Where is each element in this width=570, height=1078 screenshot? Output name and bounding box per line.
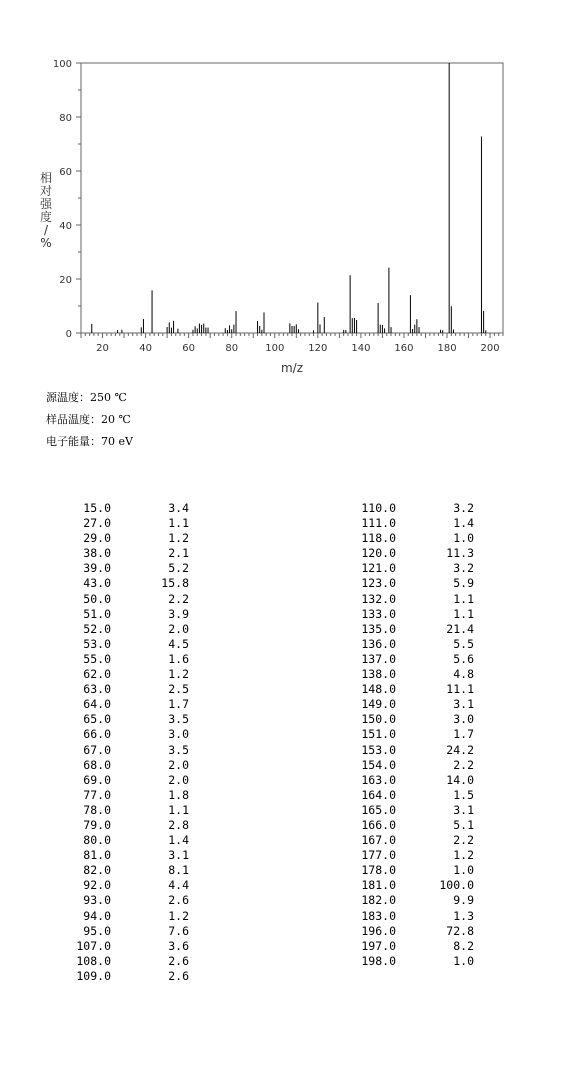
intensity-value: 1.8 — [168, 787, 189, 802]
intensity-value: 3.5 — [168, 712, 189, 727]
intensity-value: 8.2 — [453, 938, 474, 953]
peak-row — [75, 818, 189, 833]
mz-value: 197.0 — [361, 938, 396, 953]
x-tick-label: 140 — [351, 343, 371, 354]
peak-row — [75, 516, 189, 531]
mz-value: 92.0 — [83, 878, 111, 893]
mass-spectrum-chart — [0, 0, 570, 380]
peak-row — [360, 561, 474, 576]
mz-value: 66.0 — [83, 727, 111, 742]
peak-row — [75, 531, 189, 546]
peak-row — [75, 607, 189, 622]
intensity-value: 1.5 — [453, 787, 474, 802]
peak-row — [75, 546, 189, 561]
intensity-value: 5.2 — [168, 561, 189, 576]
mz-value: 154.0 — [361, 757, 396, 772]
peak-row — [360, 818, 474, 833]
mz-value: 95.0 — [83, 923, 111, 938]
mz-value: 198.0 — [361, 953, 396, 968]
intensity-value: 1.2 — [168, 908, 189, 923]
x-axis-ticks — [81, 333, 503, 354]
peak-row — [360, 758, 474, 773]
mz-value: 163.0 — [361, 772, 396, 787]
intensity-value: 1.2 — [453, 848, 474, 863]
x-tick-label: 160 — [394, 343, 414, 354]
x-tick-label: 20 — [96, 343, 109, 354]
intensity-value: 3.9 — [168, 606, 189, 621]
intensity-value: 3.5 — [168, 742, 189, 757]
peak-row — [360, 622, 474, 637]
mz-value: 151.0 — [361, 727, 396, 742]
mz-value: 138.0 — [361, 667, 396, 682]
peak-row — [360, 637, 474, 652]
x-tick-label: 40 — [139, 343, 152, 354]
mz-value: 50.0 — [83, 591, 111, 606]
peak-row — [75, 727, 189, 742]
intensity-value: 4.8 — [453, 667, 474, 682]
intensity-value: 3.1 — [453, 802, 474, 817]
mz-value: 181.0 — [361, 878, 396, 893]
mz-value: 78.0 — [83, 802, 111, 817]
intensity-value: 1.0 — [453, 953, 474, 968]
source-temperature: 源温度：250 ℃ — [46, 391, 127, 404]
intensity-value: 2.0 — [168, 772, 189, 787]
intensity-value: 2.1 — [168, 546, 189, 561]
mz-value: 52.0 — [83, 621, 111, 636]
intensity-value: 4.4 — [168, 878, 189, 893]
mz-value: 68.0 — [83, 757, 111, 772]
mz-value: 133.0 — [361, 606, 396, 621]
x-tick-label: 120 — [308, 343, 328, 354]
intensity-value: 3.6 — [168, 938, 189, 953]
intensity-value: 1.4 — [453, 516, 474, 531]
peak-row — [75, 833, 189, 848]
peak-row — [360, 954, 474, 969]
y-label-char: 对 — [39, 184, 53, 198]
y-axis-ticks — [53, 59, 81, 340]
mz-value: 108.0 — [76, 953, 111, 968]
intensity-value: 14.0 — [446, 772, 474, 787]
peak-row — [75, 561, 189, 576]
mz-value: 107.0 — [76, 938, 111, 953]
intensity-value: 2.2 — [168, 591, 189, 606]
mz-value: 167.0 — [361, 833, 396, 848]
intensity-value: 5.1 — [453, 817, 474, 832]
mz-value: 94.0 — [83, 908, 111, 923]
y-label-char: 相 — [39, 171, 53, 185]
intensity-value: 2.6 — [168, 968, 189, 983]
intensity-value: 2.5 — [168, 682, 189, 697]
peak-row — [360, 697, 474, 712]
mz-value: 77.0 — [83, 787, 111, 802]
intensity-value: 1.1 — [168, 802, 189, 817]
intensity-value: 5.6 — [453, 651, 474, 666]
intensity-value: 1.1 — [453, 606, 474, 621]
mz-value: 62.0 — [83, 667, 111, 682]
mz-value: 121.0 — [361, 561, 396, 576]
intensity-value: 2.6 — [168, 953, 189, 968]
peak-row — [360, 682, 474, 697]
peak-row — [360, 773, 474, 788]
mz-value: 15.0 — [83, 501, 111, 515]
intensity-value: 21.4 — [446, 621, 474, 636]
intensity-value: 100.0 — [439, 878, 474, 893]
peak-row — [360, 727, 474, 742]
peak-table-right — [360, 501, 474, 969]
mz-value: 164.0 — [361, 787, 396, 802]
sample-temperature: 样品温度：20 ℃ — [46, 413, 131, 426]
mz-value: 39.0 — [83, 561, 111, 576]
mz-value: 118.0 — [361, 531, 396, 546]
peak-row — [75, 758, 189, 773]
intensity-value: 3.2 — [453, 501, 474, 515]
x-tick-label: 200 — [480, 343, 500, 354]
peak-row — [75, 682, 189, 697]
peak-row — [75, 667, 189, 682]
peak-row — [75, 592, 189, 607]
y-tick-label: 20 — [59, 275, 72, 286]
peak-row — [75, 697, 189, 712]
intensity-value: 1.0 — [453, 531, 474, 546]
mz-value: 178.0 — [361, 863, 396, 878]
intensity-value: 1.4 — [168, 833, 189, 848]
intensity-value: 5.9 — [453, 576, 474, 591]
intensity-value: 2.2 — [453, 833, 474, 848]
mz-value: 135.0 — [361, 621, 396, 636]
x-tick-label: 60 — [182, 343, 196, 354]
peak-row — [360, 667, 474, 682]
intensity-value: 8.1 — [168, 863, 189, 878]
peak-row — [360, 863, 474, 878]
mz-value: 93.0 — [83, 893, 111, 908]
spectrum-bars — [92, 63, 486, 333]
peak-row — [75, 637, 189, 652]
peak-row — [75, 712, 189, 727]
y-tick-label: 100 — [52, 59, 72, 70]
peak-row — [360, 803, 474, 818]
mz-value: 120.0 — [361, 546, 396, 561]
peak-table-left — [75, 501, 189, 984]
mz-value: 55.0 — [83, 651, 111, 666]
intensity-value: 4.5 — [168, 636, 189, 651]
intensity-value: 5.5 — [453, 636, 474, 651]
y-label-char: / — [43, 223, 49, 237]
x-tick-label: 80 — [225, 343, 239, 354]
peak-row — [75, 863, 189, 878]
peak-row — [75, 622, 189, 637]
electron-energy: 电子能量：70 eV — [46, 435, 133, 448]
intensity-value: 2.8 — [168, 817, 189, 832]
mz-value: 196.0 — [361, 923, 396, 938]
mz-value: 38.0 — [83, 546, 111, 561]
peak-row — [360, 788, 474, 803]
mz-value: 111.0 — [361, 516, 396, 531]
mz-value: 53.0 — [83, 636, 111, 651]
y-tick-label: 40 — [59, 221, 72, 232]
mz-value: 165.0 — [361, 802, 396, 817]
x-axis-label: m/z — [280, 361, 304, 375]
peak-row — [360, 712, 474, 727]
mz-value: 69.0 — [83, 772, 111, 787]
y-tick-label: 0 — [65, 329, 72, 340]
peak-row — [75, 803, 189, 818]
peak-row — [75, 848, 189, 863]
mz-value: 79.0 — [83, 817, 111, 832]
peak-row — [75, 501, 189, 516]
mz-value: 81.0 — [83, 848, 111, 863]
mz-value: 137.0 — [361, 651, 396, 666]
peak-row — [360, 743, 474, 758]
intensity-value: 1.1 — [168, 516, 189, 531]
peak-row — [75, 909, 189, 924]
intensity-value: 1.0 — [453, 863, 474, 878]
peak-row — [360, 848, 474, 863]
intensity-value: 3.2 — [453, 561, 474, 576]
peak-row — [360, 607, 474, 622]
peak-row — [360, 909, 474, 924]
peak-row — [75, 954, 189, 969]
y-label-char: 度 — [39, 210, 53, 224]
intensity-value: 3.4 — [168, 501, 189, 515]
intensity-value: 9.9 — [453, 893, 474, 908]
peak-row — [360, 501, 474, 516]
intensity-value: 1.2 — [168, 531, 189, 546]
mz-value: 43.0 — [83, 576, 111, 591]
intensity-value: 11.3 — [446, 546, 474, 561]
intensity-value: 7.6 — [168, 923, 189, 938]
intensity-value: 2.0 — [168, 621, 189, 636]
peak-row — [75, 743, 189, 758]
peak-row — [75, 576, 189, 591]
peak-row — [75, 969, 189, 984]
intensity-value: 1.2 — [168, 667, 189, 682]
peak-row — [75, 878, 189, 893]
peak-row — [75, 652, 189, 667]
peak-row — [360, 652, 474, 667]
intensity-value: 1.6 — [168, 651, 189, 666]
peak-row — [360, 592, 474, 607]
intensity-value: 1.7 — [453, 727, 474, 742]
plot-frame — [81, 63, 503, 333]
intensity-value: 2.2 — [453, 757, 474, 772]
y-label-char: % — [40, 236, 52, 250]
peak-row — [360, 576, 474, 591]
mz-value: 29.0 — [83, 531, 111, 546]
peak-row — [75, 924, 189, 939]
intensity-value: 3.0 — [453, 712, 474, 727]
mz-value: 148.0 — [361, 682, 396, 697]
mz-value: 166.0 — [361, 817, 396, 832]
mz-value: 110.0 — [361, 501, 396, 515]
mz-value: 27.0 — [83, 516, 111, 531]
mz-value: 51.0 — [83, 606, 111, 621]
mz-value: 67.0 — [83, 742, 111, 757]
peak-row — [360, 833, 474, 848]
y-tick-label: 60 — [59, 167, 72, 178]
mz-value: 64.0 — [83, 697, 111, 712]
mz-value: 63.0 — [83, 682, 111, 697]
intensity-value: 1.1 — [453, 591, 474, 606]
peak-row — [75, 788, 189, 803]
peak-row — [75, 939, 189, 954]
intensity-value: 1.7 — [168, 697, 189, 712]
peak-row — [360, 939, 474, 954]
mz-value: 123.0 — [361, 576, 396, 591]
intensity-value: 3.1 — [168, 848, 189, 863]
intensity-value: 11.1 — [446, 682, 474, 697]
intensity-value: 72.8 — [446, 923, 474, 938]
peak-row — [360, 893, 474, 908]
mz-value: 183.0 — [361, 908, 396, 923]
mz-value: 132.0 — [361, 591, 396, 606]
mz-value: 109.0 — [76, 968, 111, 983]
mz-value: 150.0 — [361, 712, 396, 727]
x-tick-label: 180 — [437, 343, 457, 354]
peak-row — [360, 531, 474, 546]
mz-value: 136.0 — [361, 636, 396, 651]
intensity-value: 24.2 — [446, 742, 474, 757]
intensity-value: 3.1 — [453, 697, 474, 712]
peak-row — [360, 924, 474, 939]
intensity-value: 15.8 — [161, 576, 189, 591]
peak-row — [360, 546, 474, 561]
peak-row — [360, 878, 474, 893]
intensity-value: 3.0 — [168, 727, 189, 742]
mz-value: 177.0 — [361, 848, 396, 863]
intensity-value: 2.6 — [168, 893, 189, 908]
peak-row — [75, 773, 189, 788]
intensity-value: 2.0 — [168, 757, 189, 772]
mz-value: 65.0 — [83, 712, 111, 727]
y-axis-label — [40, 170, 53, 250]
x-tick-label: 100 — [265, 343, 285, 354]
mz-value: 149.0 — [361, 697, 396, 712]
intensity-value: 1.3 — [453, 908, 474, 923]
y-label-char: 强 — [39, 197, 53, 211]
mz-value: 153.0 — [361, 742, 396, 757]
mz-value: 182.0 — [361, 893, 396, 908]
peak-row — [75, 893, 189, 908]
peak-row — [360, 516, 474, 531]
mz-value: 82.0 — [83, 863, 111, 878]
y-tick-label: 80 — [59, 113, 72, 124]
mz-value: 80.0 — [83, 833, 111, 848]
